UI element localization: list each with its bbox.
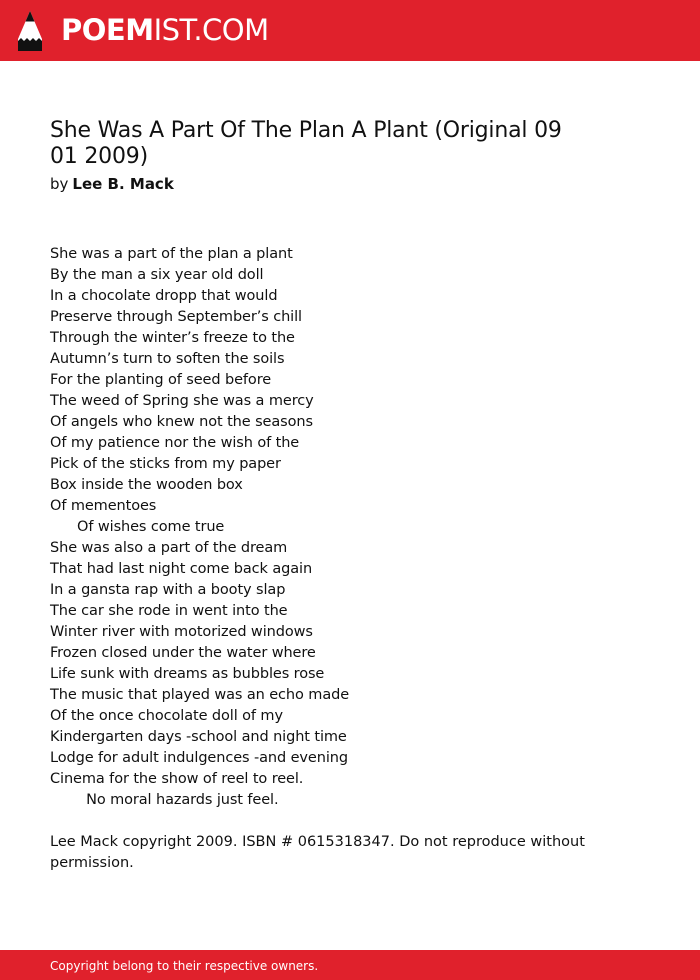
poem-line: Of my patience nor the wish of the: [50, 435, 300, 451]
poem-line: Box inside the wooden box: [50, 477, 243, 493]
logo-light-text: IST.COM: [153, 13, 269, 47]
poem-line: For the planting of seed before: [50, 372, 272, 388]
poem-line: Life sunk with dreams as bubbles rose: [50, 666, 325, 682]
poem-line: In a gansta rap with a booty slap: [50, 582, 286, 598]
poem-line: By the man a six year old doll: [50, 267, 264, 283]
poem-line: Kindergarten days -school and night time: [50, 729, 347, 745]
site-logo[interactable]: [61, 12, 269, 48]
poem-line: In a chocolate dropp that would: [50, 288, 278, 304]
poem-line: Through the winter’s freeze to the: [50, 330, 295, 346]
poem-line: Of angels who knew not the seasons: [50, 414, 313, 430]
byline-label: by: [50, 175, 69, 193]
logo-strong-text: POEM: [61, 13, 154, 47]
poem-title: She Was A Part Of The Plan A Plant (Original 09 01 2009): [50, 118, 562, 169]
poem-line: Frozen closed under the water where: [50, 645, 316, 661]
poem-line: She was a part of the plan a plant: [50, 246, 293, 262]
poem-body: [50, 244, 610, 811]
pencil-tip-icon: [18, 11, 42, 51]
poem-line: Pick of the sticks from my paper: [50, 456, 281, 472]
poem-line: Preserve through September’s chill: [50, 309, 302, 325]
poem-line: The car she rode in went into the: [50, 603, 288, 619]
footer-copyright: Copyright belong to their respective owners.: [50, 959, 319, 973]
poem-line: No moral hazards just feel.: [50, 792, 279, 808]
poem-line: Autumn’s turn to soften the soils: [50, 351, 285, 367]
poem-line: The music that played was an echo made: [50, 687, 350, 703]
poem-line: Of mementoes: [50, 498, 157, 514]
poem-line: Cinema for the show of reel to reel.: [50, 771, 304, 787]
site-footer: [0, 950, 700, 980]
poem-line: The weed of Spring she was a mercy: [50, 393, 314, 409]
poem-line: She was also a part of the dream: [50, 540, 288, 556]
poem-line: Of wishes come true: [50, 519, 225, 535]
byline: [50, 174, 174, 194]
author-name: Lee B. Mack: [72, 175, 174, 193]
poem-line: Winter river with motorized windows: [50, 624, 313, 640]
poem-line: Lodge for adult indulgences -and evening: [50, 750, 348, 766]
poem-line: Of the once chocolate doll of my: [50, 708, 283, 724]
poem-line: That had last night come back again: [50, 561, 313, 577]
copyright-note: Lee Mack copyright 2009. ISBN # 0615318347. Do not reproduce without permission.: [50, 834, 585, 871]
site-header: [0, 0, 700, 61]
